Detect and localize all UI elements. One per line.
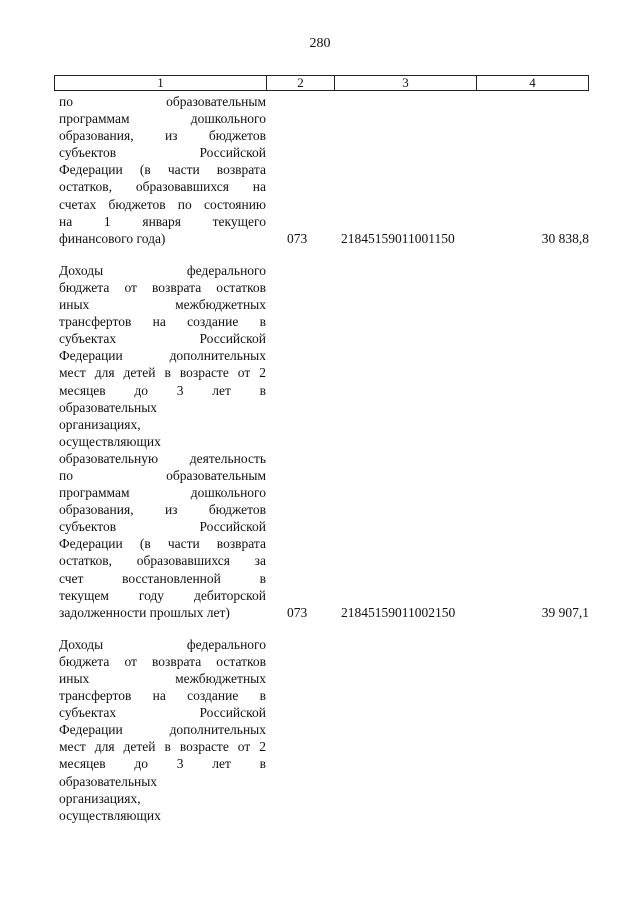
description-line: Федерации дополнительных	[59, 348, 266, 364]
amount: 39 907,1	[541, 604, 589, 620]
description-line: по образовательным	[59, 467, 266, 483]
description-line: Федерации (в части возврата	[59, 162, 266, 178]
description-line: трансфертов на создание в	[59, 688, 266, 704]
description-line: субъектов Российской	[59, 519, 266, 535]
description-line: трансфертов на создание в	[59, 314, 266, 330]
description-line: осуществляющих	[59, 433, 161, 449]
description-line: субъектов Российской	[59, 145, 266, 161]
row-description	[54, 93, 266, 247]
description-line: на 1 января текущего	[59, 213, 266, 229]
description-line: по образовательным	[59, 94, 266, 109]
description-line: бюджета от возврата остатков	[59, 653, 266, 669]
description-line: задолженности прошлых лет)	[59, 604, 230, 620]
header-col-2: 2	[266, 76, 334, 90]
budget-table	[54, 75, 589, 824]
description-line: мест для детей в возрасте от 2	[59, 739, 266, 755]
description-line: месяцев до 3 лет в	[59, 756, 266, 772]
description-line: образовательных	[59, 773, 158, 789]
admin-code: 073	[287, 604, 308, 620]
header-col-3: 3	[334, 76, 476, 90]
description-line: остатков, образовавшихся за	[59, 553, 266, 569]
admin-code: 073	[287, 230, 308, 246]
description-line: образования, из бюджетов	[59, 128, 266, 144]
description-line: Доходы федерального	[59, 262, 266, 278]
budget-class-code: 21845159011002150	[341, 604, 456, 620]
description-line: мест для детей в возрасте от 2	[59, 365, 266, 381]
description-line: осуществляющих	[59, 807, 161, 823]
description-line: субъектах Российской	[59, 705, 266, 721]
description-line: счет восстановленной в	[59, 570, 266, 586]
description-line: программам дошкольного	[59, 111, 266, 127]
description-line: образовательных	[59, 399, 158, 415]
table-row	[54, 93, 589, 247]
description-line: остатков, образовавшихся на	[59, 179, 266, 195]
description-line: Федерации (в части возврата	[59, 536, 266, 552]
table-row	[54, 262, 589, 621]
description-line: счетах бюджетов по состоянию	[59, 196, 266, 212]
header-col-1: 1	[157, 75, 164, 90]
table-body	[54, 93, 589, 824]
budget-class-code: 21845159011001150	[341, 230, 455, 246]
row-description	[54, 262, 266, 621]
row-description	[54, 636, 266, 824]
description-line: иных межбюджетных	[59, 297, 266, 313]
description-line: финансового года)	[59, 230, 166, 246]
description-line: программам дошкольного	[59, 485, 266, 501]
header-col-4: 4	[476, 76, 588, 90]
description-line: образовательную деятельность	[59, 450, 266, 466]
amount: 30 838,8	[541, 230, 589, 246]
description-line: Доходы федерального	[59, 636, 266, 652]
page-number: 280	[309, 36, 331, 51]
description-line: бюджета от возврата остатков	[59, 279, 266, 295]
table-header	[54, 75, 589, 91]
description-line: месяцев до 3 лет в	[59, 382, 266, 398]
description-line: текущем году дебиторской	[59, 587, 266, 603]
description-line: субъектах Российской	[59, 331, 266, 347]
description-line: Федерации дополнительных	[59, 722, 266, 738]
description-line: организациях,	[59, 790, 141, 806]
table-row	[54, 636, 589, 824]
description-line: организациях,	[59, 416, 141, 432]
description-line: образования, из бюджетов	[59, 502, 266, 518]
description-line: иных межбюджетных	[59, 671, 266, 686]
